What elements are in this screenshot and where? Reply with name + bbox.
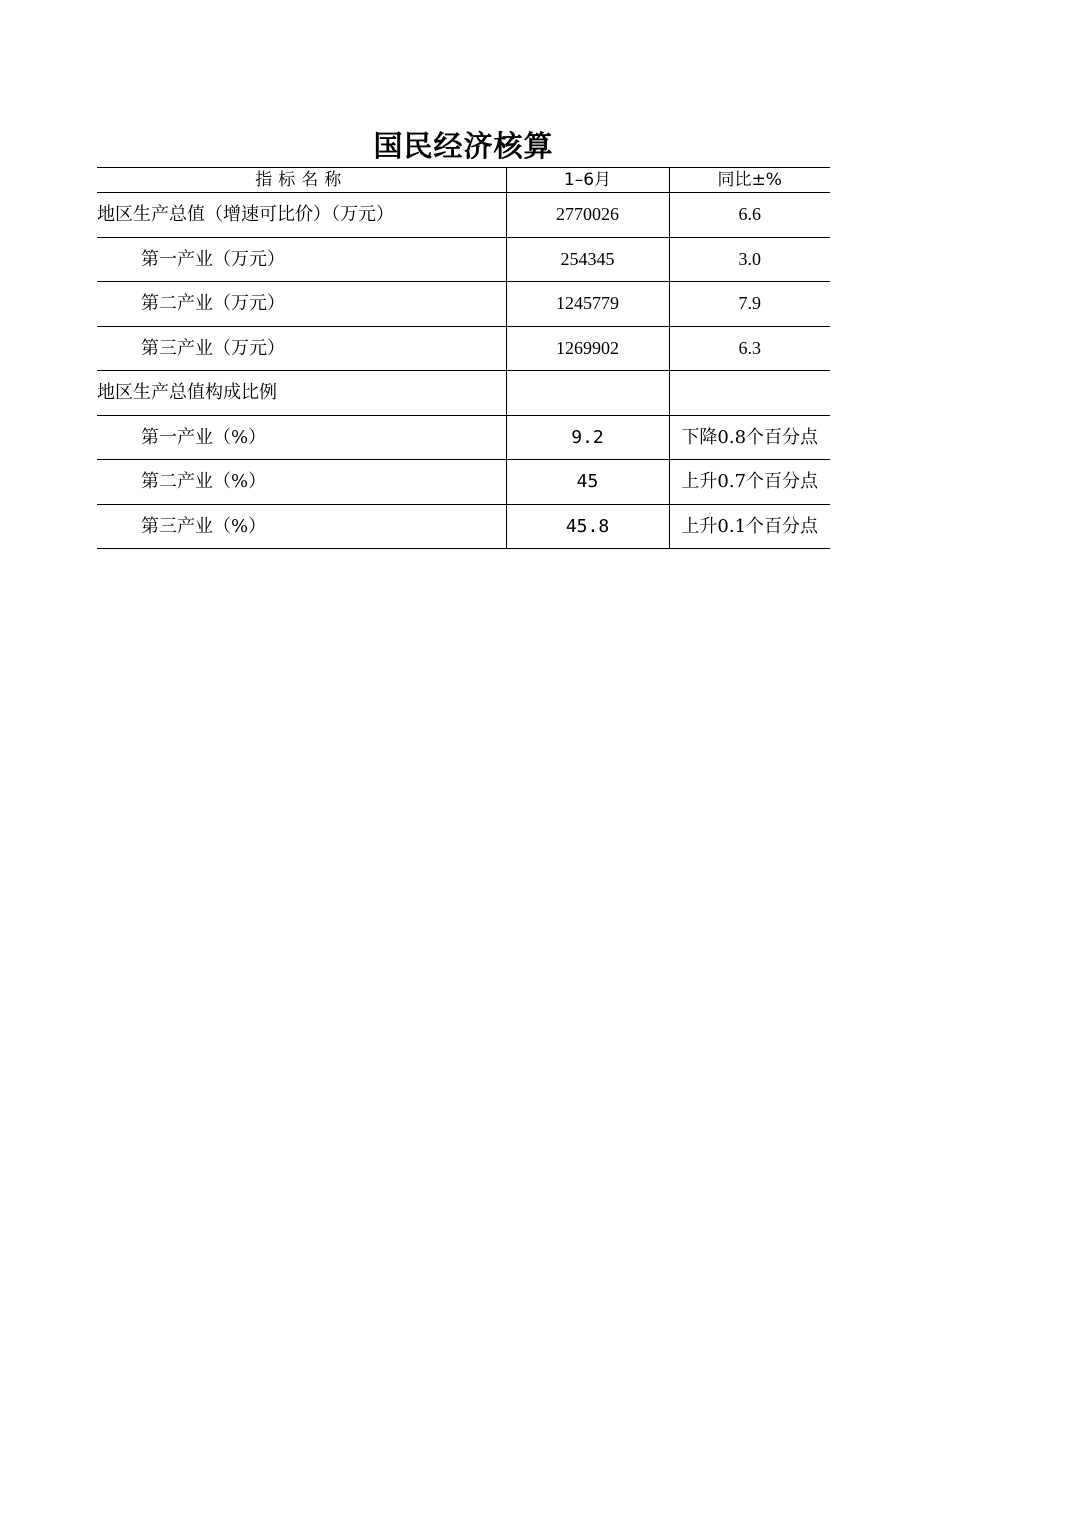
table-header-row <box>97 168 830 193</box>
table-row <box>97 371 830 416</box>
yoy-change-cell <box>669 371 830 416</box>
period-value-cell: 1245779 <box>506 282 669 327</box>
header-period: 1–6月 <box>506 168 669 193</box>
yoy-change-cell: 7.9 <box>669 282 830 327</box>
table-row <box>97 237 830 282</box>
table-row <box>97 282 830 327</box>
table-row <box>97 460 830 505</box>
yoy-change-cell: 下降0.8个百分点 <box>669 415 830 460</box>
indicator-name-cell: 地区生产总值构成比例 <box>97 371 506 416</box>
indicator-name-cell: 第一产业（万元） <box>97 237 506 282</box>
yoy-change-cell: 上升0.7个百分点 <box>669 460 830 505</box>
table-row <box>97 326 830 371</box>
yoy-change-cell: 6.3 <box>669 326 830 371</box>
table-row <box>97 193 830 238</box>
period-value-cell: 9.2 <box>506 415 669 460</box>
header-indicator-name: 指标名称 <box>97 168 506 193</box>
period-value-cell: 1269902 <box>506 326 669 371</box>
page-title: 国民经济核算 <box>373 129 554 163</box>
economic-accounts-table <box>97 167 830 549</box>
indicator-name-cell: 第二产业（万元） <box>97 282 506 327</box>
indicator-name-cell: 第三产业（万元） <box>97 326 506 371</box>
indicator-name-cell: 地区生产总值（增速可比价）（万元） <box>97 193 506 238</box>
period-value-cell: 45.8 <box>506 504 669 549</box>
period-value-cell: 254345 <box>506 237 669 282</box>
period-value-cell: 45 <box>506 460 669 505</box>
table-row <box>97 504 830 549</box>
period-value-cell: 2770026 <box>506 193 669 238</box>
yoy-change-cell: 3.0 <box>669 237 830 282</box>
yoy-change-cell: 上升0.1个百分点 <box>669 504 830 549</box>
period-value-cell <box>506 371 669 416</box>
indicator-name-cell: 第三产业（%） <box>97 504 506 549</box>
indicator-name-cell: 第二产业（%） <box>97 460 506 505</box>
indicator-name-cell: 第一产业（%） <box>97 415 506 460</box>
header-yoy-change: 同比±% <box>669 168 830 193</box>
yoy-change-cell: 6.6 <box>669 193 830 238</box>
table-row <box>97 415 830 460</box>
